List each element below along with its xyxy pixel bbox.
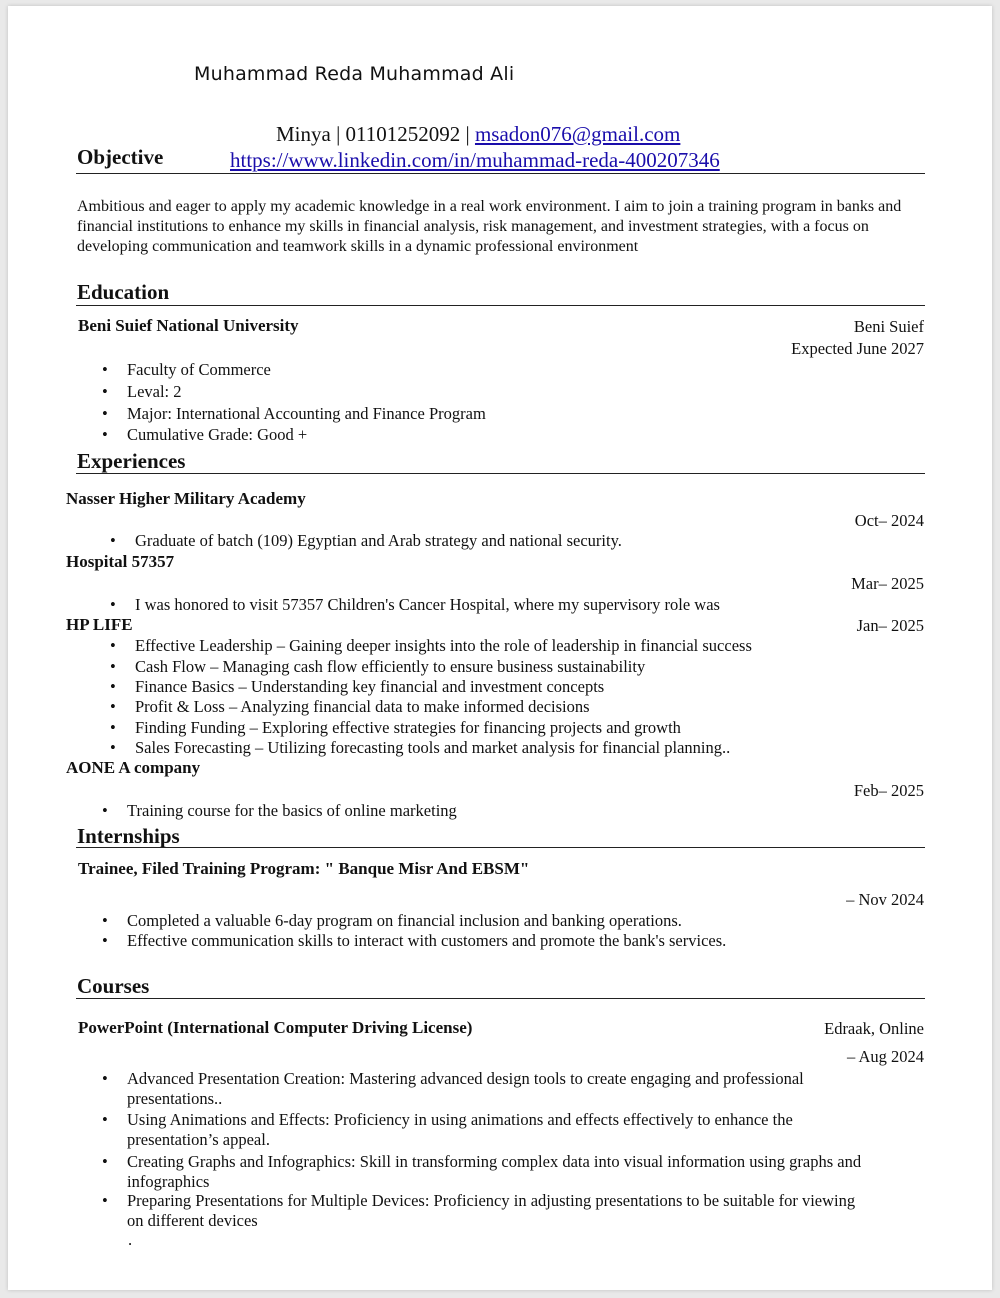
experience-date: Oct– 2024 <box>854 511 924 530</box>
trailing-dot: . <box>128 1230 133 1249</box>
bullet-glyph: • <box>110 531 116 550</box>
education-heading: Education <box>77 280 170 304</box>
bullet-glyph: • <box>102 1152 108 1171</box>
experience-org: HP LIFE <box>66 615 133 634</box>
contact-line <box>276 122 680 147</box>
experiences-heading: Experiences <box>77 449 186 473</box>
objective-text: Ambitious and eager to apply my academic knowledge in a real work environment. I aim to join a training program in banks and financial institutions to enhance my skills in financial analysis, risk management, and investment strategies, with a focus on developing communication and teamwork skills in a dynamic professional environment <box>77 198 902 255</box>
experience-date: Mar– 2025 <box>851 574 924 593</box>
internship-date: – Nov 2024 <box>846 890 924 909</box>
internship-role: Trainee, Filed Training Program: " Banque Misr And EBSM" <box>78 859 530 878</box>
bullet-glyph: • <box>102 1191 108 1210</box>
bullet-glyph: • <box>110 718 116 737</box>
courses-divider <box>76 998 925 999</box>
resume-page: Muhammad Reda Muhammad Ali Minya | 01101252092 | msadon076@gmail.com https://www.linkedin.com/in/muhammad-reda-400207346 Objective Ambitious and eager to apply my academic knowledge in a real work environment. I aim to join a training program in banks and financial institutions to enhance my skills in financial analysis, risk management, and investment strategies, with a focus on developing communication and teamwork skills in a dynamic professional environment Education Beni Suief National University Beni Suief Expected June 2027 • Faculty of Commerce • Leval: 2 • Major: International Accounting and Finance Program • Cumulative Grade: Good + Experiences Nasser Higher Military Academy Oct– 2024 • Graduate of batch (109) Egyptian and Arab strategy and national security. Hospital 57357 Mar– 2025 • I was honored to visit 57357 Children's Cancer Hospital, where my supervisory role was HP LIFE Jan– 2025 • Effective Leadership – Gaining deeper insights into the role of leadership in financial success • Cash Flow – Managing cash flow efficiently to ensure business sustainability • Finance Basics – Understanding key financial and investment concepts • Profit & Loss – Analyzing financial data to make informed decisions • Finding Funding – Exploring effective strategies for financing projects and growth • Sales Forecasting – Utilizing forecasting tools and market analysis for financial planning.. AONE A company Feb– 2025 • Training course for the basics of online marketing Internships Trainee, Filed Training Program: " Banque Misr And EBSM" – Nov 2024 • Completed a valuable 6-day program on financial inclusion and banking operations. • Effective communication skills to interact with customers and promote the bank's services. Courses PowerPoint (International Computer Driving License) Edraak, Online – Aug 2024 • Advanced Presentation Creation: Mastering advanced design tools to create engaging and professional presentations.. • Using Animations and Effects: Proficiency in using animations and effects effectively to enhance the presentation’s appeal. • Creating Graphs and Infographics: Skill in transforming complex data into visual information using graphs and infographics • Preparing Presentations for Multiple Devices: Proficiency in adjusting presentations to be suitable for viewing on different devices . <box>8 6 992 1290</box>
email-link[interactable]: msadon076@gmail.com <box>474 122 681 146</box>
experience-date: Jan– 2025 <box>856 616 924 635</box>
school-name: Beni Suief National University <box>78 316 299 335</box>
experience-org: AONE A company <box>66 758 201 777</box>
bullet-glyph: • <box>110 636 116 655</box>
bullet-glyph: • <box>102 1069 108 1088</box>
linkedin-line <box>230 148 720 173</box>
bullet-glyph: • <box>110 657 116 676</box>
courses-heading: Courses <box>77 974 150 998</box>
experience-org: Nasser Higher Military Academy <box>66 489 306 508</box>
bullet-glyph: • <box>102 360 108 379</box>
experiences-divider <box>76 473 925 474</box>
internships-heading: Internships <box>77 824 180 848</box>
bullet-glyph: • <box>102 404 108 423</box>
bullet-glyph: • <box>110 595 116 614</box>
bullet-glyph: • <box>110 697 116 716</box>
course-provider: Edraak, Online <box>824 1019 924 1038</box>
bullet-glyph: • <box>102 931 108 950</box>
bullet-glyph: • <box>110 738 116 757</box>
objective-heading: Objective <box>77 145 164 169</box>
bullet-glyph: • <box>102 801 108 820</box>
bullet-glyph: • <box>102 1110 108 1129</box>
bullet-glyph: • <box>102 382 108 401</box>
candidate-name: Muhammad Reda Muhammad Ali <box>194 63 515 85</box>
course-name: PowerPoint (International Computer Driving License) <box>78 1018 473 1037</box>
objective-divider <box>76 173 925 174</box>
school-location: Beni Suief <box>853 317 924 336</box>
linkedin-link[interactable]: https://www.linkedin.com/in/muhammad-reda-400207346 <box>230 148 720 172</box>
internships-divider <box>76 847 925 848</box>
contact-location-phone: Minya | 01101252092 | <box>276 122 475 146</box>
education-divider <box>76 305 925 306</box>
education-date: Expected June 2027 <box>791 339 924 358</box>
experience-date: Feb– 2025 <box>853 781 924 800</box>
experience-org: Hospital 57357 <box>66 552 175 571</box>
bullet-glyph: • <box>102 425 108 444</box>
course-date: – Aug 2024 <box>846 1047 924 1066</box>
bullet-glyph: • <box>102 911 108 930</box>
bullet-glyph: • <box>110 677 116 696</box>
